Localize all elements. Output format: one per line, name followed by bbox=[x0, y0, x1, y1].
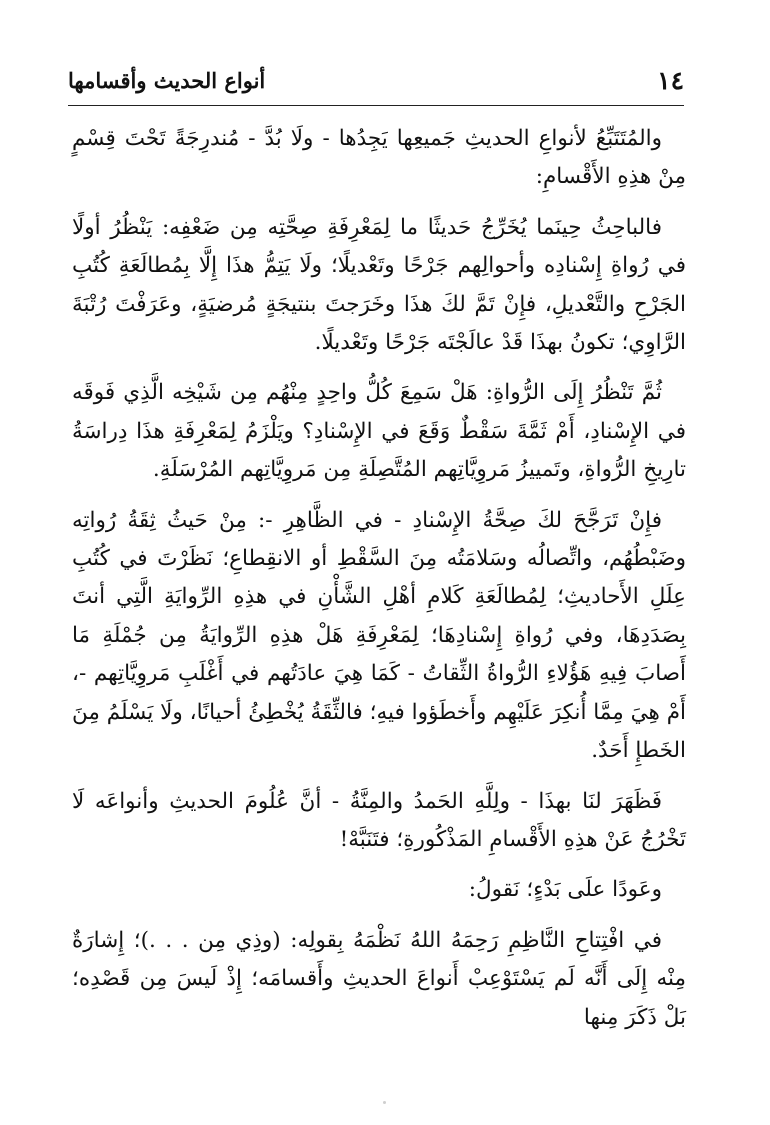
page-header bbox=[68, 64, 684, 98]
paragraph-4: فإِنْ تَرَجَّحَ لكَ صِحَّةُ الإِسْنادِ - في الظَّاهِرِ -: مِنْ حَيثُ ثِقَةُ رُواتِه وضَبْطُهُم، واتِّصالُه وسَلامَتُه مِنَ السَّقْطِ أو الانقِطاعِ؛ نَظَرْتَ في كُتُبِ عِلَلِ الأَحاديثِ؛ لِمُطالَعَةِ كَلامِ أهْلِ الشَّأْنِ في هذِهِ الرِّوايَةِ الَّتِي أنتَ بِصَدَدِهَا، وفي رُواةِ إِسْنادِهَا؛ لِمَعْرِفَةِ هَلْ هذِهِ الرِّوايَةُ مِن جُمْلَةِ مَا أَصابَ فِيهِ هَؤُلاءِ الرُّواةُ الثِّقاتُ - كَمَا هِيَ عادَتُهم في أَغْلَبِ مَروِيَّاتِهم -، أَمْ هِيَ مِمَّا أُنكِرَ عَلَيْهِم وأَخطَؤوا فيهِ؛ فالثِّقَةُ يُخْطِئُ أحيانًا، ولَا يَسْلَمُ مِنَ الخَطإِ أَحَدٌ. bbox=[72, 507, 686, 764]
running-title: أنواع الحديث وأقسامها bbox=[68, 68, 266, 93]
paragraph-3: ثُمَّ تَنْظُرُ إِلَى الرُّواةِ: هَلْ سَمِعَ كُلُّ واحِدٍ مِنْهُم مِن شَيْخِه الَّذِي فَوقَه في الإِسْنادِ، أَمْ ثَمَّةَ سَقْطٌ وَقَعَ في الإِسْنادِ؟ ويَلْزَمُ لِمَعْرِفَةِ هذَا دِراسَةُ تارِيخِ الرُّواةِ، وتَمييزُ مَروِيَّاتِهم المُتَّصِلَةِ مِن مَروِيَّاتِهم المُرْسَلَةِ. bbox=[72, 380, 686, 483]
paragraph-5: فَظَهَرَ لنَا بهذَا - ولِلَّهِ الحَمدُ والمِنَّةُ - أنَّ عُلُومَ الحديثِ وأنواعَه لَا تَخْرُجُ عَنْ هذِهِ الأَقْسامِ المَذْكُورةِ؛ فتَنَبَّهْ! bbox=[72, 788, 686, 852]
paragraph-6: وعَودًا علَى بَدْءٍ؛ نَقولُ: bbox=[468, 877, 662, 903]
paragraph-2: فالباحِثُ حِينَما يُخَرِّجُ حَديثًا ما لِمَعْرِفَةِ صِحَّتِه مِن ضَعْفِه: يَنْظُرُ أولًا في رُواةِ إِسْنادِه وأحوالِهم جَرْحًا وتَعْديلًا؛ ولَا يَتِمُّ هذَا إِلَّا بِمُطالَعَةِ كُتُبِ الجَرْحِ والتَّعْديلِ، فإِنْ تَمَّ لكَ هذَا وخَرَجتَ بنتيجَةٍ مُرضيَةٍ، وعَرَفْتَ رُتْبَةَ الرَّاوِي؛ تكونُ بهذَا قَدْ عالَجْتَه جَرْحًا وتَعْديلًا. bbox=[72, 214, 686, 356]
scan-dot bbox=[383, 1101, 386, 1104]
page-number: ١٤ bbox=[657, 66, 684, 95]
paragraph-7: في افْتِتاحِ النَّاظِمِ رَحِمَهُ اللهُ نَظْمَهُ بِقولِه: (وذِي مِن . . .)؛ إِشارَةٌ مِنْه إِلَى أَنَّه لَم يَسْتَوْعِبْ أَنواعَ الحديثِ وأَقسامَه؛ إِذْ لَيسَ مِن قَصْدِه؛ بَلْ ذَكَرَ مِنها bbox=[72, 927, 686, 1030]
header-divider bbox=[68, 105, 684, 106]
paragraph-1: والمُتَتَبِّعُ لأنواعِ الحديثِ جَميعِها يَجِدُها - ولَا بُدَّ - مُندرِجَةً تَحْتَ قِسْمٍ مِنْ هذِهِ الأَقْسامِ: bbox=[72, 126, 686, 190]
body-text bbox=[72, 120, 686, 1037]
